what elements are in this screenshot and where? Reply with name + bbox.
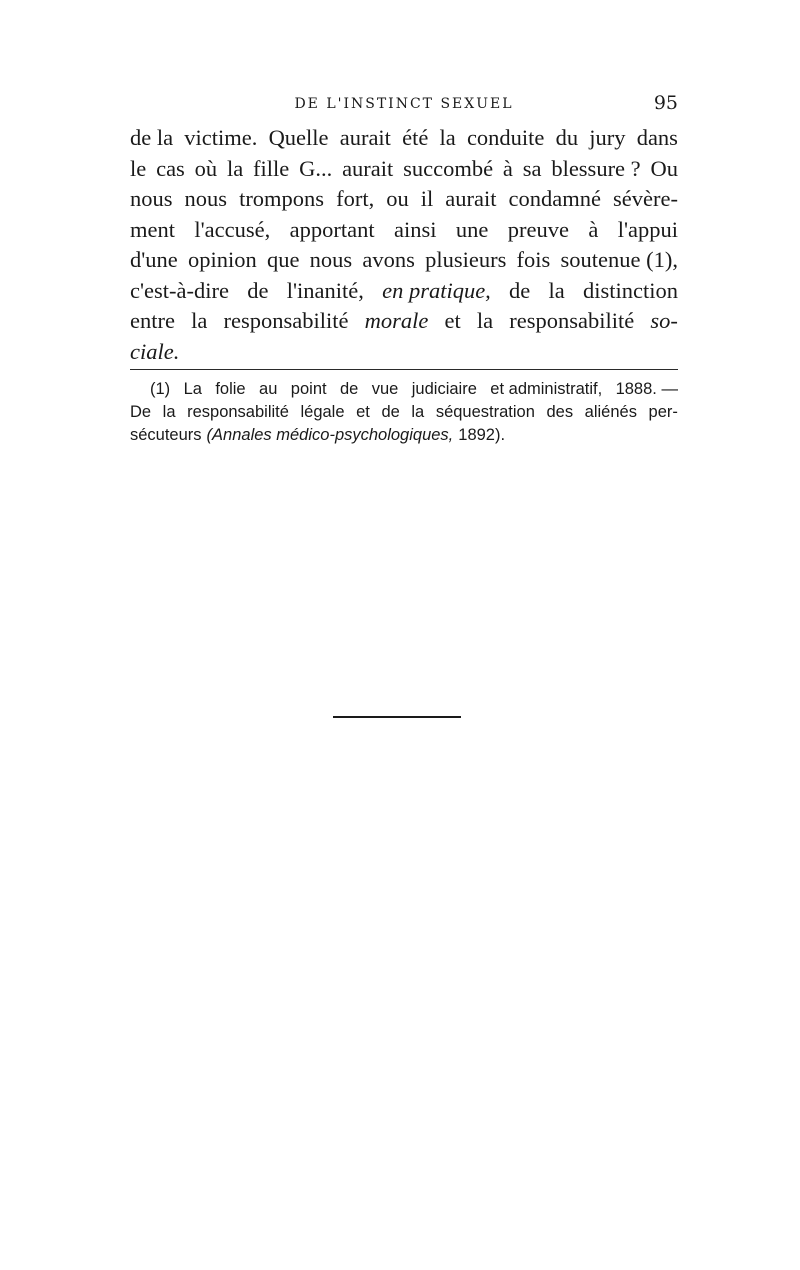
footnote-marker: (1) [150,380,171,398]
body-line: entre la responsabilité morale et la responsabilité so- [130,306,678,337]
emphasis: so- [650,308,678,333]
body-line [130,337,678,368]
page-number: 95 [653,92,678,114]
emphasis: ciale. [130,338,180,364]
footnote-separator [130,369,678,370]
end-of-chapter-rule [333,716,461,718]
body-paragraph [130,123,678,367]
emphasis: morale [364,308,429,333]
body-line: le cas où la fille G... aurait succombé à sa blessure ? Ou [130,155,678,181]
running-title: DE L'INSTINCT SEXUEL [294,96,514,112]
footnote-line: sécuteurs (Annales médico-psychologiques, 1892). [130,424,678,447]
emphasis: en pratique, [382,277,491,303]
journal-title: (Annales médico-psychologiques, [206,426,454,444]
body-line: de la victime. Quelle aurait été la conduite du jury dans [130,125,678,150]
body-line: d'une opinion que nous avons plusieurs fois soutenue (1), [130,247,678,272]
body-line: nous nous trompons fort, ou il aurait condamné sévère- [130,186,678,211]
running-head [130,92,678,118]
body-line: ment l'accusé, apportant ainsi une preuve à l'appui [130,216,678,242]
footnote-line: De la responsabilité légale et de la séquestration des aliénés per- [130,403,678,421]
body-line: c'est-à-dire de l'inanité, en pratique, de la distinction [130,276,678,307]
footnote [130,378,678,447]
footnote-line: (1) La folie au point de vue judiciaire et administratif, 1888. — [130,378,678,401]
